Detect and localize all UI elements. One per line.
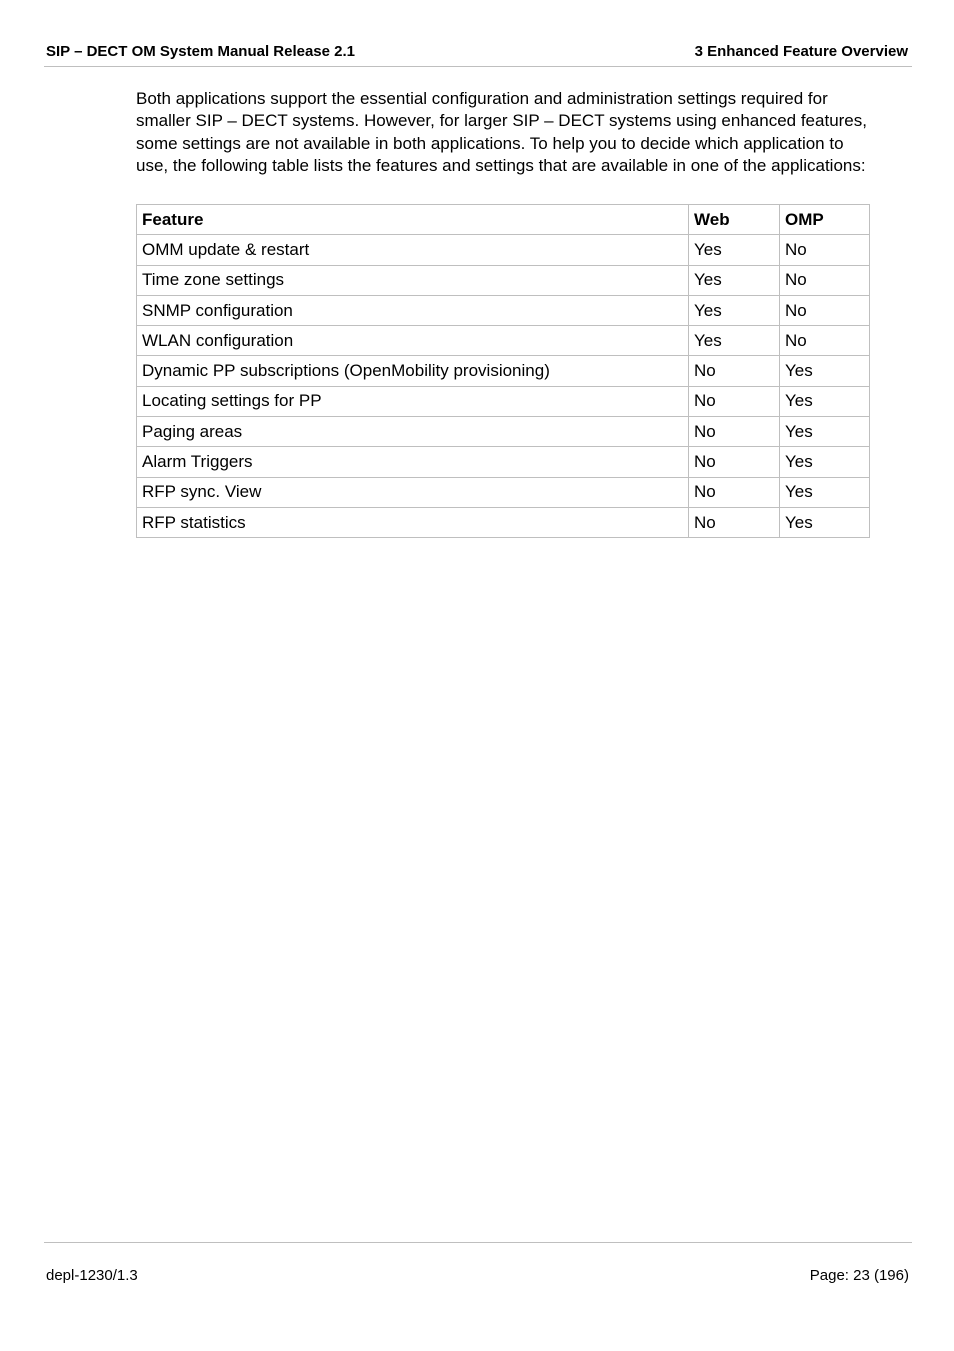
web-cell: No	[689, 477, 780, 507]
intro-paragraph: Both applications support the essential configuration and administration settings required for smaller SIP – DECT systems. However, for larger SIP – DECT systems using enhanced features, some settings are not available in both applications. To help you to decide which application to use, the following table lists the features and settings that are available in one of the applications:	[136, 89, 867, 176]
table-row	[137, 417, 870, 447]
web-cell: No	[689, 507, 780, 537]
table-row	[137, 295, 870, 325]
web-cell: No	[689, 417, 780, 447]
web-cell: Yes	[689, 295, 780, 325]
header-web: Web	[689, 205, 780, 235]
web-cell: No	[689, 386, 780, 416]
document-id: depl-1230/1.3	[46, 1267, 138, 1284]
web-cell: No	[689, 447, 780, 477]
omp-cell: No	[780, 326, 870, 356]
table-row	[137, 507, 870, 537]
omp-cell: Yes	[780, 447, 870, 477]
omp-cell: Yes	[780, 507, 870, 537]
document-title: SIP – DECT OM System Manual Release 2.1	[46, 43, 356, 60]
feature-cell: OMM update & restart	[137, 235, 689, 265]
feature-cell: Dynamic PP subscriptions (OpenMobility provisioning)	[137, 356, 689, 386]
feature-cell: WLAN configuration	[137, 326, 689, 356]
web-cell: No	[689, 356, 780, 386]
omp-cell: Yes	[780, 386, 870, 416]
chapter-title: 3 Enhanced Feature Overview	[694, 43, 908, 60]
page-header	[44, 40, 912, 67]
omp-cell: No	[780, 265, 870, 295]
table-row	[137, 386, 870, 416]
table-row	[137, 447, 870, 477]
web-cell: Yes	[689, 326, 780, 356]
page-footer	[44, 1242, 912, 1284]
feature-cell: RFP sync. View	[137, 477, 689, 507]
feature-cell: SNMP configuration	[137, 295, 689, 325]
feature-cell: Locating settings for PP	[137, 386, 689, 416]
feature-cell: Alarm Triggers	[137, 447, 689, 477]
omp-cell: Yes	[780, 356, 870, 386]
page-number: Page: 23 (196)	[809, 1267, 909, 1284]
web-cell: Yes	[689, 235, 780, 265]
omp-cell: No	[780, 295, 870, 325]
omp-cell: No	[780, 235, 870, 265]
web-cell: Yes	[689, 265, 780, 295]
header-omp: OMP	[780, 205, 870, 235]
table-header-row	[137, 205, 870, 235]
table-row	[137, 265, 870, 295]
feature-comparison-table	[136, 204, 870, 538]
omp-cell: Yes	[780, 477, 870, 507]
feature-cell: Paging areas	[137, 417, 689, 447]
table-row	[137, 356, 870, 386]
table-row	[137, 326, 870, 356]
feature-cell: Time zone settings	[137, 265, 689, 295]
table-row	[137, 235, 870, 265]
header-feature: Feature	[137, 205, 689, 235]
feature-cell: RFP statistics	[137, 507, 689, 537]
table-row	[137, 477, 870, 507]
omp-cell: Yes	[780, 417, 870, 447]
